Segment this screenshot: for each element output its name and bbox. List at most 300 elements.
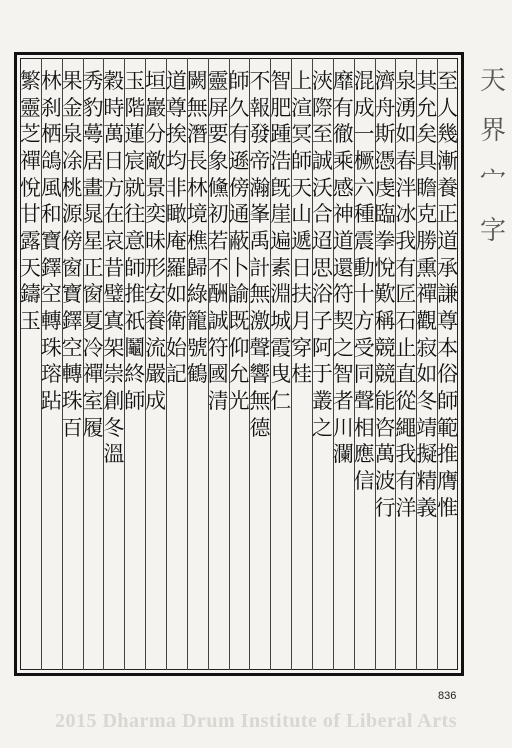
- glyph: 直: [395, 362, 417, 387]
- glyph: 敵: [145, 148, 167, 173]
- glyph: 如: [416, 362, 438, 387]
- glyph: 傍: [61, 228, 83, 253]
- glyph: 鐸: [61, 308, 83, 333]
- glyph: 沃: [311, 175, 333, 200]
- glyph: 夏: [82, 308, 104, 333]
- glyph: 勝: [416, 228, 438, 253]
- glyph: 蔽: [228, 228, 250, 253]
- glyph: 競: [374, 335, 396, 360]
- glyph: 金: [61, 95, 83, 120]
- glyph: 日: [291, 255, 313, 280]
- glyph: 終: [124, 362, 146, 387]
- glyph: 衛: [165, 308, 187, 333]
- glyph: 方: [353, 308, 375, 333]
- glyph: 山: [291, 202, 313, 227]
- glyph: 膺: [437, 468, 459, 493]
- glyph: 往: [124, 202, 146, 227]
- glyph: 室: [82, 388, 104, 413]
- glyph: 始: [165, 335, 187, 360]
- glyph: 承: [437, 255, 459, 280]
- glyph: 嚴: [145, 362, 167, 387]
- glyph: 應: [353, 442, 375, 467]
- glyph: 芝: [19, 122, 41, 147]
- glyph: 轉: [61, 362, 83, 387]
- glyph: 悅: [374, 255, 396, 280]
- glyph: 意: [124, 228, 146, 253]
- glyph: 城: [270, 308, 292, 333]
- glyph: 林: [40, 69, 62, 93]
- glyph: 從: [395, 388, 417, 413]
- glyph: 通: [228, 202, 250, 227]
- glyph: 師: [228, 69, 250, 93]
- glyph: 刹: [40, 95, 62, 120]
- glyph: 誠: [207, 308, 229, 333]
- glyph: 曳: [270, 362, 292, 387]
- glyph: 挨: [165, 122, 187, 147]
- glyph: 遍: [270, 228, 292, 253]
- glyph: 具: [416, 148, 438, 173]
- glyph: 推: [437, 442, 459, 467]
- glyph: 有: [395, 255, 417, 280]
- glyph: 寶: [40, 228, 62, 253]
- glyph: 悅: [19, 175, 41, 200]
- glyph: 浹: [311, 69, 333, 93]
- glyph: 日: [103, 148, 125, 173]
- glyph: 風: [40, 175, 62, 200]
- glyph: 克: [416, 202, 438, 227]
- glyph: 儵: [207, 175, 229, 200]
- glyph: 稱: [374, 308, 396, 333]
- glyph: 星: [82, 228, 104, 253]
- glyph: 仁: [270, 388, 292, 413]
- glyph: 久: [228, 95, 250, 120]
- glyph: 跕: [40, 388, 62, 413]
- glyph: 潛: [186, 122, 208, 147]
- glyph: 秀: [82, 69, 104, 93]
- glyph: 浩: [270, 148, 292, 173]
- glyph: 如: [395, 122, 417, 147]
- glyph: 冬: [416, 388, 438, 413]
- glyph: 靖: [416, 415, 438, 440]
- glyph: 惟: [437, 495, 459, 520]
- glyph: 歸: [186, 255, 208, 280]
- glyph: 諭: [228, 282, 250, 307]
- glyph: 靈: [19, 95, 41, 120]
- glyph: 國: [207, 362, 229, 387]
- glyph: 師: [124, 255, 146, 280]
- glyph: 聲: [353, 388, 375, 413]
- glyph: 春: [395, 148, 417, 173]
- glyph: 幾: [437, 122, 459, 147]
- glyph: 豹: [82, 95, 104, 120]
- glyph: 虔: [374, 175, 396, 200]
- glyph: 酬: [207, 282, 229, 307]
- bleed-glyph: 宀: [480, 166, 507, 196]
- glyph: 靈: [207, 69, 229, 93]
- watermark: 2015 Dharma Drum Institute of Liberal Arts: [54, 710, 458, 732]
- glyph: 泉: [395, 69, 417, 93]
- glyph: 道: [165, 69, 187, 93]
- bleed-glyph: 天: [480, 66, 507, 96]
- glyph: 浴: [311, 282, 333, 307]
- glyph: 契: [332, 308, 354, 333]
- glyph: 至: [437, 69, 459, 93]
- glyph: 形: [145, 255, 167, 280]
- glyph: 熏: [416, 255, 438, 280]
- glyph: 上: [291, 69, 313, 93]
- glyph: 初: [207, 202, 229, 227]
- glyph: 階: [124, 95, 146, 120]
- glyph: 天: [19, 255, 41, 280]
- glyph: 同: [353, 362, 375, 387]
- glyph: 鑄: [19, 282, 41, 307]
- glyph: 震: [353, 228, 375, 253]
- glyph: 卜: [228, 255, 250, 280]
- glyph: 正: [82, 255, 104, 280]
- glyph: 非: [165, 175, 187, 200]
- glyph: 本: [437, 335, 459, 360]
- glyph: 帝: [249, 148, 271, 173]
- glyph: 晁: [82, 202, 104, 227]
- glyph: 迢: [311, 228, 333, 253]
- glyph: 瑢: [40, 362, 62, 387]
- glyph: 六: [353, 175, 375, 200]
- glyph: 分: [145, 122, 167, 147]
- glyph: 月: [291, 308, 313, 333]
- glyph: 行: [374, 495, 396, 520]
- glyph: 時: [103, 95, 125, 120]
- glyph: 渲: [291, 95, 313, 120]
- glyph: 至: [311, 122, 333, 147]
- glyph: 祇: [124, 308, 146, 333]
- glyph: 繩: [395, 415, 417, 440]
- glyph: 就: [124, 175, 146, 200]
- bleed-glyph: 字: [480, 216, 507, 246]
- glyph: 架: [103, 335, 125, 360]
- glyph: 誠: [311, 148, 333, 173]
- glyph: 一: [353, 122, 375, 147]
- glyph: 我: [395, 228, 417, 253]
- glyph: 養: [437, 175, 459, 200]
- glyph: 蕚: [82, 122, 104, 147]
- glyph: 安: [145, 282, 167, 307]
- glyph: 有: [228, 122, 250, 147]
- glyph: 我: [395, 442, 417, 467]
- glyph: 若: [207, 228, 229, 253]
- glyph: 道: [437, 228, 459, 253]
- glyph: 臨: [374, 202, 396, 227]
- glyph: 師: [437, 388, 459, 413]
- glyph: 拳: [374, 228, 396, 253]
- glyph: 橛: [353, 148, 375, 173]
- glyph: 崖: [270, 202, 292, 227]
- glyph: 天: [291, 175, 313, 200]
- glyph: 景: [145, 175, 167, 200]
- glyph: 境: [186, 202, 208, 227]
- glyph: 俗: [437, 362, 459, 387]
- glyph: 長: [186, 148, 208, 173]
- glyph: 舟: [374, 95, 396, 120]
- glyph: 峯: [249, 202, 271, 227]
- glyph: 空: [40, 282, 62, 307]
- glyph: 允: [228, 362, 250, 387]
- glyph: 道: [332, 228, 354, 253]
- glyph: 果: [61, 69, 83, 93]
- glyph: 傍: [228, 175, 250, 200]
- glyph: 源: [61, 202, 83, 227]
- glyph: 響: [249, 362, 271, 387]
- glyph: 仰: [228, 335, 250, 360]
- glyph: 禹: [249, 228, 271, 253]
- glyph: 闕: [186, 69, 208, 93]
- glyph: 冥: [291, 122, 313, 147]
- glyph: 萬: [103, 122, 125, 147]
- glyph: 瀚: [249, 175, 271, 200]
- glyph: 均: [165, 148, 187, 173]
- glyph: 尊: [437, 308, 459, 333]
- glyph: 庵: [165, 228, 187, 253]
- glyph: 徹: [332, 122, 354, 147]
- glyph: 能: [374, 388, 396, 413]
- glyph: 栖: [40, 122, 62, 147]
- glyph: 發: [249, 122, 271, 147]
- glyph: 巖: [145, 95, 167, 120]
- glyph: 哀: [103, 228, 125, 253]
- glyph: 神: [332, 202, 354, 227]
- glyph: 穿: [291, 335, 313, 360]
- glyph: 桂: [291, 362, 313, 387]
- glyph: 號: [186, 335, 208, 360]
- glyph: 還: [332, 255, 354, 280]
- glyph: 畫: [82, 175, 104, 200]
- glyph: 居: [82, 148, 104, 173]
- glyph: 報: [249, 95, 271, 120]
- glyph: 矣: [416, 122, 438, 147]
- glyph: 乘: [332, 148, 354, 173]
- glyph: 玉: [124, 69, 146, 93]
- glyph: 精: [416, 468, 438, 493]
- glyph: 冷: [82, 335, 104, 360]
- glyph: 受: [353, 335, 375, 360]
- glyph: 穀: [103, 69, 125, 93]
- glyph: 鬮: [124, 335, 146, 360]
- glyph: 師: [291, 148, 313, 173]
- glyph: 洋: [395, 495, 417, 520]
- glyph: 止: [395, 335, 417, 360]
- glyph: 泮: [395, 175, 417, 200]
- glyph: 繁: [19, 69, 41, 93]
- glyph: 相: [353, 415, 375, 440]
- glyph: 思: [311, 255, 333, 280]
- glyph: 萬: [374, 442, 396, 467]
- glyph: 昔: [103, 255, 125, 280]
- glyph: 正: [437, 202, 459, 227]
- glyph: 不: [207, 255, 229, 280]
- glyph: 信: [353, 468, 375, 493]
- glyph: 籠: [186, 308, 208, 333]
- glyph: 崇: [103, 362, 125, 387]
- glyph: 瀾: [332, 442, 354, 467]
- glyph: 十: [353, 282, 375, 307]
- glyph: 有: [332, 95, 354, 120]
- glyph: 清: [207, 388, 229, 413]
- glyph: 象: [207, 148, 229, 173]
- glyph: 既: [228, 308, 250, 333]
- glyph: 露: [19, 228, 41, 253]
- glyph: 義: [416, 495, 438, 520]
- glyph: 觀: [416, 308, 438, 333]
- glyph: 無: [186, 95, 208, 120]
- glyph: 漸: [437, 148, 459, 173]
- glyph: 歎: [374, 282, 396, 307]
- text-column: [16, 68, 44, 335]
- glyph: 光: [228, 388, 250, 413]
- glyph: 際: [311, 95, 333, 120]
- glyph: 智: [332, 362, 354, 387]
- glyph: 蓮: [124, 122, 146, 147]
- glyph: 符: [207, 335, 229, 360]
- glyph: 霞: [270, 335, 292, 360]
- glyph: 激: [249, 308, 271, 333]
- glyph: 要: [207, 122, 229, 147]
- glyph: 斯: [374, 122, 396, 147]
- glyph: 鐸: [40, 255, 62, 280]
- glyph: 冰: [395, 202, 417, 227]
- glyph: 計: [249, 255, 271, 280]
- glyph: 寂: [416, 335, 438, 360]
- glyph: 石: [395, 308, 417, 333]
- glyph: 川: [332, 415, 354, 440]
- glyph: 智: [270, 69, 292, 93]
- glyph: 綠: [186, 282, 208, 307]
- glyph: 種: [353, 202, 375, 227]
- glyph: 屏: [207, 95, 229, 120]
- glyph: 擬: [416, 442, 438, 467]
- page-number: 836: [438, 690, 457, 702]
- glyph: 者: [332, 388, 354, 413]
- glyph: 珠: [40, 335, 62, 360]
- glyph: 允: [416, 95, 438, 120]
- bleed-glyph: 界: [480, 116, 507, 146]
- glyph: 咨: [374, 415, 396, 440]
- glyph: 窗: [82, 282, 104, 307]
- glyph: 無: [249, 388, 271, 413]
- glyph: 窗: [61, 255, 83, 280]
- glyph: 泉: [61, 122, 83, 147]
- glyph: 叢: [311, 388, 333, 413]
- glyph: 和: [40, 202, 62, 227]
- glyph: 垣: [145, 69, 167, 93]
- glyph: 禪: [19, 148, 41, 173]
- glyph: 鶴: [186, 362, 208, 387]
- glyph: 遜: [228, 148, 250, 173]
- glyph: 湧: [395, 95, 417, 120]
- glyph: 肥: [270, 95, 292, 120]
- glyph: 尊: [165, 95, 187, 120]
- glyph: 之: [311, 415, 333, 440]
- glyph: 其: [416, 69, 438, 93]
- glyph: 靡: [332, 69, 354, 93]
- adjacent-page-bleed: [470, 40, 512, 680]
- glyph: 波: [374, 468, 396, 493]
- glyph: 鴿: [40, 148, 62, 173]
- glyph: 方: [103, 175, 125, 200]
- glyph: 師: [124, 388, 146, 413]
- glyph: 轉: [40, 308, 62, 333]
- glyph: 德: [249, 415, 271, 440]
- glyph: 珠: [61, 388, 83, 413]
- glyph: 動: [353, 255, 375, 280]
- glyph: 冬: [103, 415, 125, 440]
- glyph: 瞰: [165, 202, 187, 227]
- glyph: 昧: [145, 228, 167, 253]
- glyph: 百: [61, 415, 83, 440]
- glyph: 溫: [103, 442, 125, 467]
- glyph: 之: [332, 335, 354, 360]
- glyph: 寶: [61, 282, 83, 307]
- glyph: 扶: [291, 282, 313, 307]
- glyph: 範: [437, 415, 459, 440]
- glyph: 桃: [61, 175, 83, 200]
- glyph: 遞: [291, 228, 313, 253]
- glyph: 濟: [374, 69, 396, 93]
- glyph: 履: [82, 415, 104, 440]
- glyph: 阿: [311, 335, 333, 360]
- glyph: 符: [332, 282, 354, 307]
- glyph: 合: [311, 202, 333, 227]
- glyph: 凃: [61, 148, 83, 173]
- glyph: 感: [332, 175, 354, 200]
- glyph: 人: [437, 95, 459, 120]
- glyph: 瞻: [416, 175, 438, 200]
- glyph: 宸: [124, 148, 146, 173]
- glyph: 林: [186, 175, 208, 200]
- glyph: 淵: [270, 282, 292, 307]
- glyph: 羅: [165, 255, 187, 280]
- glyph: 創: [103, 388, 125, 413]
- glyph: 禪: [416, 282, 438, 307]
- glyph: 混: [353, 69, 375, 93]
- glyph: 有: [395, 468, 417, 493]
- glyph: 素: [270, 255, 292, 280]
- glyph: 無: [249, 282, 271, 307]
- glyph: 踵: [270, 122, 292, 147]
- glyph: 旣: [270, 175, 292, 200]
- glyph: 寘: [103, 308, 125, 333]
- glyph: 空: [61, 335, 83, 360]
- glyph: 在: [103, 202, 125, 227]
- glyph: 聲: [249, 335, 271, 360]
- glyph: 奕: [145, 202, 167, 227]
- glyph: 璧: [103, 282, 125, 307]
- glyph: 競: [374, 362, 396, 387]
- glyph: 如: [165, 282, 187, 307]
- glyph: 推: [124, 282, 146, 307]
- glyph: 甘: [19, 202, 41, 227]
- glyph: 成: [145, 388, 167, 413]
- glyph: 禪: [82, 362, 104, 387]
- glyph: 子: [311, 308, 333, 333]
- glyph: 養: [145, 308, 167, 333]
- glyph: 成: [353, 95, 375, 120]
- glyph: 流: [145, 335, 167, 360]
- glyph: 不: [249, 69, 271, 93]
- glyph: 記: [165, 362, 187, 387]
- glyph: 玉: [19, 308, 41, 333]
- glyph: 于: [311, 362, 333, 387]
- glyph: 匠: [395, 282, 417, 307]
- glyph: 樵: [186, 228, 208, 253]
